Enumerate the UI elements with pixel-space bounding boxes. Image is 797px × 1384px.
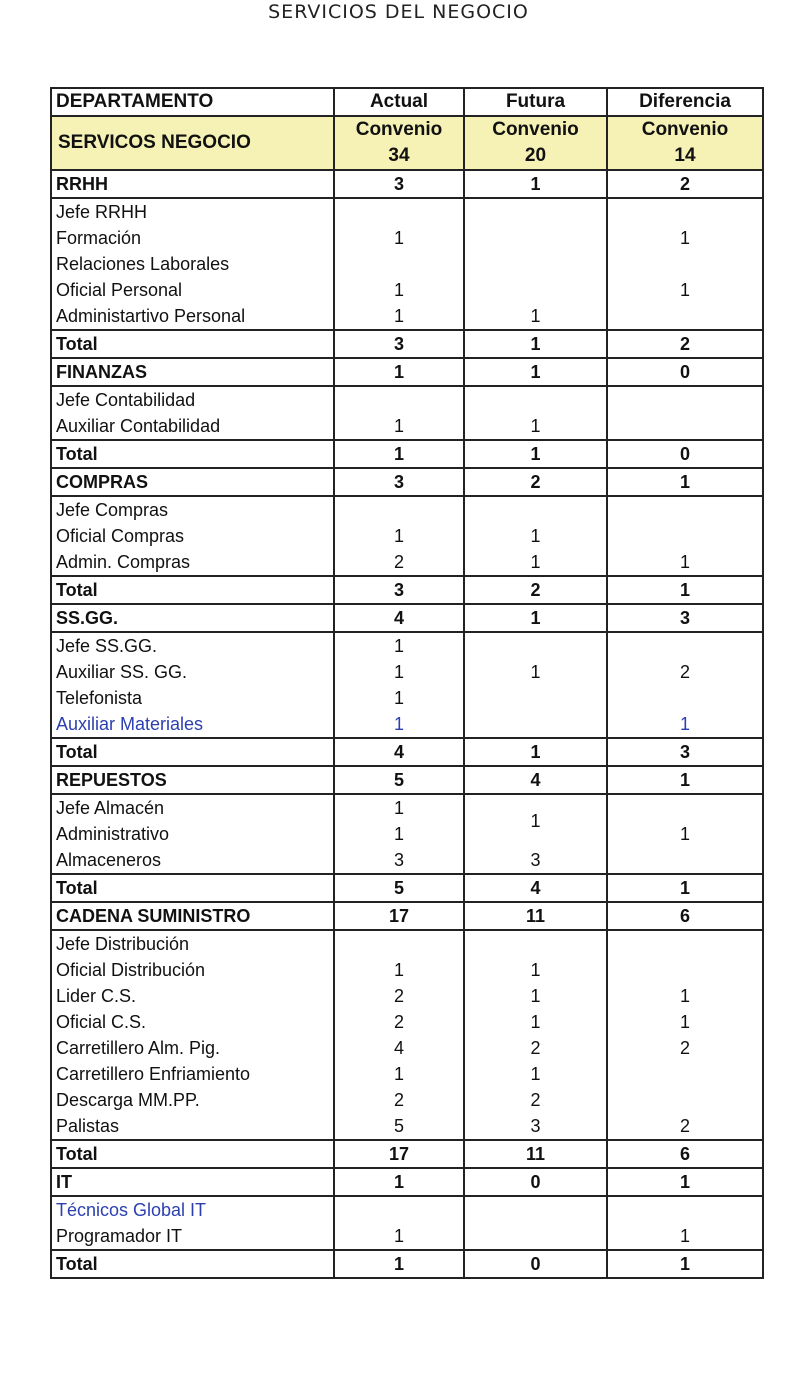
role-futura: 1 — [464, 523, 607, 549]
table-row — [51, 1113, 763, 1140]
total-diferencia: 2 — [607, 330, 763, 358]
dept-actual: 17 — [334, 902, 464, 930]
role-futura: 1 — [464, 957, 607, 983]
role-futura: 2 — [464, 1035, 607, 1061]
dept-futura: 11 — [464, 902, 607, 930]
total-label: Total — [51, 1140, 334, 1168]
role-futura — [464, 277, 607, 303]
role-futura: 1 — [464, 413, 607, 440]
total-label: Total — [51, 576, 334, 604]
dept-actual: 4 — [334, 604, 464, 632]
total-futura: 11 — [464, 1140, 607, 1168]
role-name: Programador IT — [51, 1223, 334, 1250]
header-actual: Actual — [334, 88, 464, 116]
total-label: Total — [51, 330, 334, 358]
role-actual — [334, 198, 464, 225]
role-actual: 5 — [334, 1113, 464, 1140]
total-futura: 1 — [464, 738, 607, 766]
role-diferencia — [607, 198, 763, 225]
role-actual: 1 — [334, 794, 464, 821]
merged-diferencia: 2 — [607, 632, 763, 711]
role-futura: 1 — [464, 1061, 607, 1087]
role-futura: 1 — [464, 303, 607, 330]
role-futura — [464, 1223, 607, 1250]
role-actual: 1 — [334, 303, 464, 330]
subheader-actual: Convenio 34 — [334, 116, 464, 170]
role-futura: 1 — [464, 983, 607, 1009]
table-row — [51, 983, 763, 1009]
table-row — [51, 277, 763, 303]
role-name: Descarga MM.PP. — [51, 1087, 334, 1113]
role-futura — [464, 711, 607, 738]
total-row-rrhh — [51, 330, 763, 358]
total-diferencia: 6 — [607, 1140, 763, 1168]
role-name: Jefe SS.GG. — [51, 632, 334, 659]
role-futura: 3 — [464, 847, 607, 874]
role-futura — [464, 496, 607, 523]
subheader-servicios: SERVICOS NEGOCIO — [51, 116, 334, 170]
role-actual: 1 — [334, 225, 464, 251]
table-row — [51, 711, 763, 738]
role-name: Jefe Contabilidad — [51, 386, 334, 413]
role-actual: 1 — [334, 277, 464, 303]
table-row — [51, 523, 763, 549]
total-label: Total — [51, 874, 334, 902]
role-actual: 1 — [334, 632, 464, 659]
role-futura: 1 — [464, 1009, 607, 1035]
role-name: Administartivo Personal — [51, 303, 334, 330]
role-diferencia — [607, 1087, 763, 1113]
total-futura: 1 — [464, 440, 607, 468]
dept-diferencia: 6 — [607, 902, 763, 930]
dept-name: COMPRAS — [51, 468, 334, 496]
dept-name: RRHH — [51, 170, 334, 198]
role-diferencia: 1 — [607, 821, 763, 847]
table-row — [51, 930, 763, 957]
total-row-repuestos — [51, 874, 763, 902]
dept-actual: 3 — [334, 170, 464, 198]
table-row — [51, 847, 763, 874]
role-futura — [464, 251, 607, 277]
role-actual — [334, 930, 464, 957]
role-actual: 1 — [334, 711, 464, 738]
role-name: Lider C.S. — [51, 983, 334, 1009]
role-actual — [334, 251, 464, 277]
role-diferencia — [607, 523, 763, 549]
role-diferencia: 1 — [607, 1223, 763, 1250]
dept-futura: 1 — [464, 358, 607, 386]
role-diferencia: 1 — [607, 711, 763, 738]
role-name: Auxiliar Materiales — [51, 711, 334, 738]
table-row — [51, 1009, 763, 1035]
role-actual: 1 — [334, 659, 464, 685]
staffing-table — [50, 87, 764, 1279]
dept-futura: 1 — [464, 170, 607, 198]
total-row-ssgg — [51, 738, 763, 766]
role-diferencia — [607, 1196, 763, 1223]
table-row — [51, 225, 763, 251]
role-actual: 2 — [334, 549, 464, 576]
total-diferencia: 1 — [607, 576, 763, 604]
table-row — [51, 957, 763, 983]
role-name: Formación — [51, 225, 334, 251]
role-diferencia: 2 — [607, 1035, 763, 1061]
role-diferencia: 1 — [607, 983, 763, 1009]
total-actual: 1 — [334, 1250, 464, 1278]
total-futura: 0 — [464, 1250, 607, 1278]
dept-actual: 1 — [334, 1168, 464, 1196]
dept-actual: 5 — [334, 766, 464, 794]
dept-name: CADENA SUMINISTRO — [51, 902, 334, 930]
dept-name: FINANZAS — [51, 358, 334, 386]
table-row — [51, 632, 763, 659]
table-row — [51, 198, 763, 225]
role-name: Almaceneros — [51, 847, 334, 874]
role-futura — [464, 198, 607, 225]
role-name: Jefe Compras — [51, 496, 334, 523]
role-actual: 1 — [334, 523, 464, 549]
table-header-row — [51, 88, 763, 116]
table-row — [51, 794, 763, 821]
role-futura — [464, 930, 607, 957]
total-actual: 3 — [334, 576, 464, 604]
total-actual: 4 — [334, 738, 464, 766]
dept-actual: 1 — [334, 358, 464, 386]
role-name: Oficial Personal — [51, 277, 334, 303]
table-row — [51, 386, 763, 413]
dept-futura: 2 — [464, 468, 607, 496]
role-actual — [334, 386, 464, 413]
role-name: Carretillero Alm. Pig. — [51, 1035, 334, 1061]
total-diferencia: 1 — [607, 874, 763, 902]
role-actual — [334, 496, 464, 523]
role-futura — [464, 386, 607, 413]
role-diferencia — [607, 794, 763, 821]
role-diferencia: 1 — [607, 1009, 763, 1035]
table-row — [51, 251, 763, 277]
role-diferencia: 1 — [607, 277, 763, 303]
role-futura: 2 — [464, 1087, 607, 1113]
table-row — [51, 496, 763, 523]
table-row — [51, 413, 763, 440]
total-diferencia: 3 — [607, 738, 763, 766]
role-name: Auxiliar Contabilidad — [51, 413, 334, 440]
total-label: Total — [51, 738, 334, 766]
total-futura: 2 — [464, 576, 607, 604]
role-name: Técnicos Global IT — [51, 1196, 334, 1223]
role-diferencia — [607, 251, 763, 277]
role-diferencia — [607, 303, 763, 330]
role-diferencia — [607, 930, 763, 957]
dept-name: IT — [51, 1168, 334, 1196]
role-actual: 1 — [334, 685, 464, 711]
table-row — [51, 1087, 763, 1113]
role-name: Carretillero Enfriamiento — [51, 1061, 334, 1087]
table-row — [51, 303, 763, 330]
total-label: Total — [51, 440, 334, 468]
dept-futura: 1 — [464, 604, 607, 632]
dept-name: SS.GG. — [51, 604, 334, 632]
dept-diferencia: 1 — [607, 1168, 763, 1196]
role-diferencia: 1 — [607, 549, 763, 576]
role-diferencia — [607, 957, 763, 983]
role-futura — [464, 225, 607, 251]
role-name: Jefe Distribución — [51, 930, 334, 957]
role-name: Oficial Compras — [51, 523, 334, 549]
role-futura — [464, 1196, 607, 1223]
total-futura: 4 — [464, 874, 607, 902]
table-row — [51, 1035, 763, 1061]
header-departamento: DEPARTAMENTO — [51, 88, 334, 116]
page-title: SERVICIOS DEL NEGOCIO — [268, 1, 529, 23]
dept-row-finanzas — [51, 358, 763, 386]
role-name: Oficial Distribución — [51, 957, 334, 983]
subheader-futura: Convenio 20 — [464, 116, 607, 170]
dept-row-repuestos — [51, 766, 763, 794]
role-actual — [334, 1196, 464, 1223]
table-row — [51, 821, 763, 847]
total-futura: 1 — [464, 330, 607, 358]
table-row — [51, 1061, 763, 1087]
role-name: Oficial C.S. — [51, 1009, 334, 1035]
total-row-compras — [51, 576, 763, 604]
role-actual: 1 — [334, 1061, 464, 1087]
table-row — [51, 549, 763, 576]
table-subheader-row — [51, 116, 763, 170]
role-actual: 1 — [334, 821, 464, 847]
dept-diferencia: 0 — [607, 358, 763, 386]
dept-row-rrhh — [51, 170, 763, 198]
role-name: Auxiliar SS. GG. — [51, 659, 334, 685]
total-actual: 5 — [334, 874, 464, 902]
role-actual: 1 — [334, 413, 464, 440]
total-row-it — [51, 1250, 763, 1278]
header-diferencia: Diferencia — [607, 88, 763, 116]
dept-row-cadena-suministro — [51, 902, 763, 930]
total-diferencia: 1 — [607, 1250, 763, 1278]
dept-diferencia: 2 — [607, 170, 763, 198]
role-name: Jefe Almacén — [51, 794, 334, 821]
header-futura: Futura — [464, 88, 607, 116]
role-futura: 1 — [464, 549, 607, 576]
role-name: Jefe RRHH — [51, 198, 334, 225]
subheader-diferencia: Convenio 14 — [607, 116, 763, 170]
role-actual: 1 — [334, 1223, 464, 1250]
role-name: Telefonista — [51, 685, 334, 711]
dept-row-compras — [51, 468, 763, 496]
role-actual: 2 — [334, 983, 464, 1009]
role-name: Administrativo — [51, 821, 334, 847]
total-row-finanzas — [51, 440, 763, 468]
role-diferencia — [607, 847, 763, 874]
table-row — [51, 1223, 763, 1250]
total-row-cadena-suministro — [51, 1140, 763, 1168]
role-actual: 3 — [334, 847, 464, 874]
role-diferencia — [607, 386, 763, 413]
dept-futura: 0 — [464, 1168, 607, 1196]
role-actual: 4 — [334, 1035, 464, 1061]
table-row — [51, 1196, 763, 1223]
role-name: Relaciones Laborales — [51, 251, 334, 277]
role-diferencia — [607, 413, 763, 440]
dept-row-it — [51, 1168, 763, 1196]
role-diferencia — [607, 1061, 763, 1087]
merged-futura: 1 — [464, 632, 607, 711]
dept-diferencia: 1 — [607, 468, 763, 496]
role-actual: 1 — [334, 957, 464, 983]
role-name: Palistas — [51, 1113, 334, 1140]
total-actual: 17 — [334, 1140, 464, 1168]
dept-diferencia: 3 — [607, 604, 763, 632]
total-actual: 3 — [334, 330, 464, 358]
dept-row-ssgg — [51, 604, 763, 632]
role-futura: 3 — [464, 1113, 607, 1140]
role-actual: 2 — [334, 1009, 464, 1035]
total-actual: 1 — [334, 440, 464, 468]
role-actual: 2 — [334, 1087, 464, 1113]
dept-name: REPUESTOS — [51, 766, 334, 794]
total-label: Total — [51, 1250, 334, 1278]
total-diferencia: 0 — [607, 440, 763, 468]
role-diferencia: 2 — [607, 1113, 763, 1140]
merged-futura: 1 — [464, 794, 607, 847]
dept-diferencia: 1 — [607, 766, 763, 794]
dept-futura: 4 — [464, 766, 607, 794]
role-diferencia — [607, 496, 763, 523]
dept-actual: 3 — [334, 468, 464, 496]
role-diferencia: 1 — [607, 225, 763, 251]
role-name: Admin. Compras — [51, 549, 334, 576]
